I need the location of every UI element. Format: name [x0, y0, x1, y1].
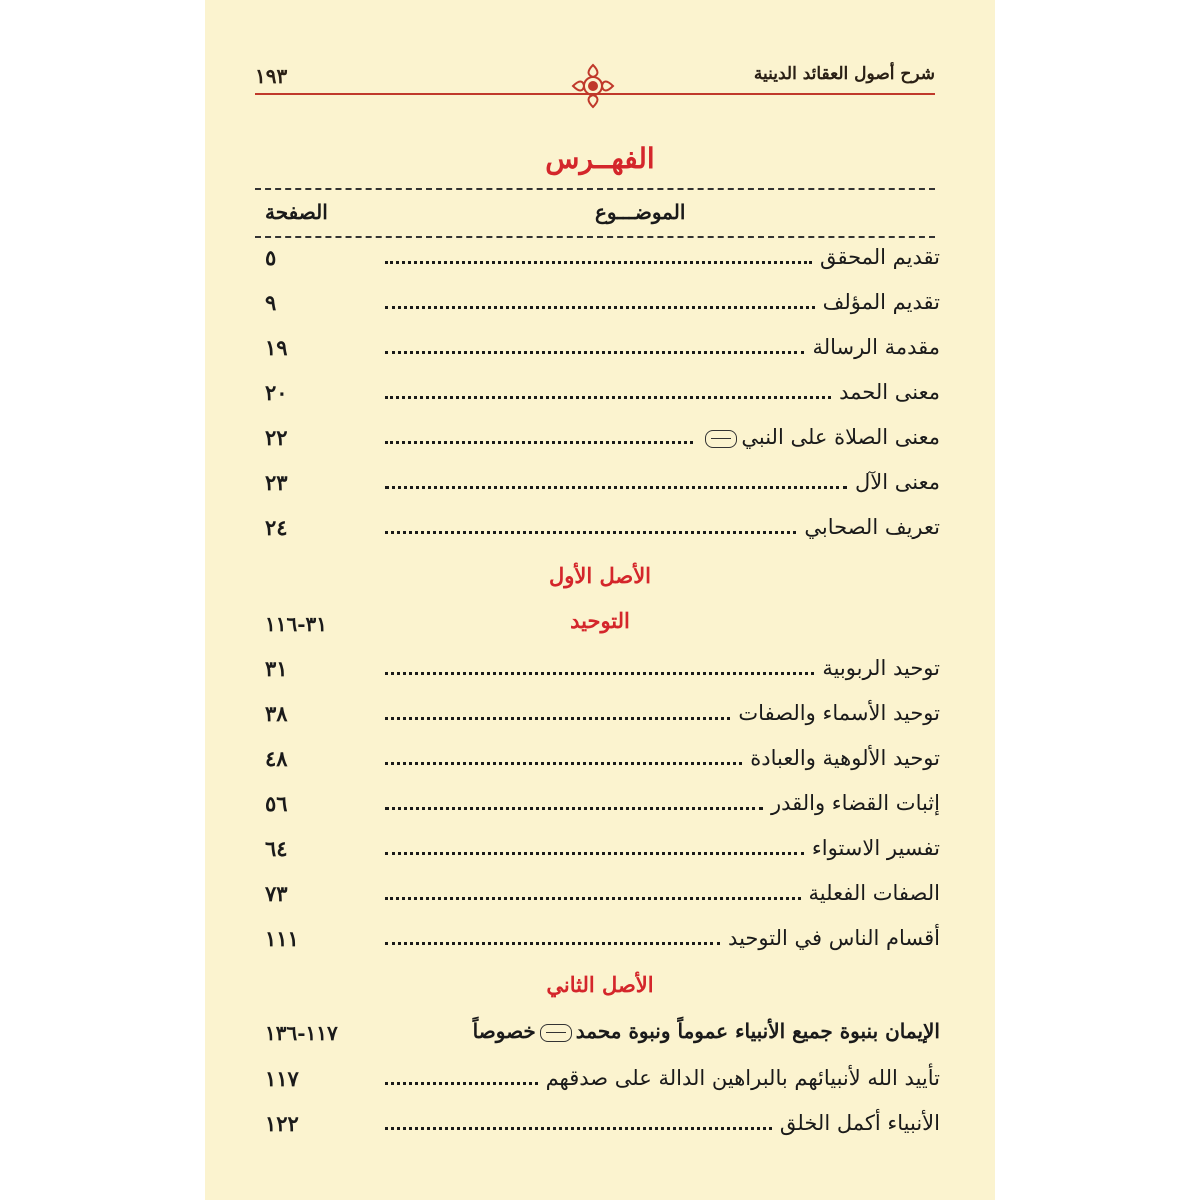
- toc-entry[interactable]: [265, 507, 940, 547]
- entry-title: أقسام الناس في التوحيد: [728, 926, 940, 950]
- entry-title: تقديم المؤلف: [822, 290, 940, 314]
- toc-entry[interactable]: [265, 738, 940, 778]
- entry-page: ١١١: [265, 925, 299, 951]
- running-head-title: شرح أصول العقائد الدينية: [753, 64, 935, 84]
- toc-entry[interactable]: [265, 873, 940, 913]
- entry-title: تقديم المحقق: [819, 245, 940, 269]
- entry-page: ١٩: [265, 334, 288, 360]
- toc-entry[interactable]: [265, 828, 940, 868]
- toc-entry[interactable]: [265, 1103, 940, 1143]
- entry-title: تأييد الله لأنبيائهم بالبراهين الدالة على صدقهم: [545, 1066, 940, 1090]
- dot-leader: [385, 942, 720, 945]
- book-page: [205, 0, 995, 1200]
- section-title-row[interactable]: [265, 1015, 940, 1055]
- entry-title: معنى الحمد: [839, 380, 940, 404]
- page-number: ١٩٣: [255, 64, 288, 88]
- dot-leader: [385, 1127, 772, 1130]
- toc-entry[interactable]: [265, 327, 940, 367]
- dot-leader: [385, 672, 814, 675]
- entry-page: ١١٧: [265, 1065, 299, 1091]
- toc-entry[interactable]: [265, 282, 940, 322]
- dot-leader: [385, 441, 693, 444]
- entry-page: ٢٢: [265, 424, 288, 450]
- entry-page: ٣١: [265, 655, 288, 681]
- toc-entry[interactable]: [265, 417, 940, 457]
- entry-title: توحيد الأسماء والصفات: [738, 701, 940, 725]
- dot-leader: [385, 261, 812, 264]
- entry-title: توحيد الربوبية: [822, 656, 940, 680]
- entry-page: ٣٨: [265, 700, 288, 726]
- dot-leader: [385, 897, 801, 900]
- dot-leader: [385, 852, 804, 855]
- entry-page: ٢٠: [265, 379, 288, 405]
- section-subheading: التوحيد: [570, 608, 630, 633]
- toc-entry[interactable]: [265, 648, 940, 688]
- entry-page: ٥: [265, 244, 277, 270]
- entry-page: ٥٦: [265, 790, 288, 816]
- entry-page: ٩: [265, 289, 277, 315]
- toc-entry[interactable]: [265, 1058, 940, 1098]
- dot-leader: [385, 306, 815, 309]
- toc-entry[interactable]: [265, 372, 940, 412]
- dot-leader: [385, 351, 804, 354]
- entry-title: توحيد الألوهية والعبادة: [750, 746, 940, 770]
- toc-entry[interactable]: [265, 783, 940, 823]
- dot-leader: [385, 1082, 538, 1085]
- toc-entry[interactable]: [265, 693, 940, 733]
- section-page-range: ٣١-١١٦: [265, 612, 328, 636]
- entry-page: ٢٤: [265, 514, 288, 540]
- section-page-range: ١١٧-١٣٦: [265, 1021, 338, 1045]
- entry-page: ٤٨: [265, 745, 288, 771]
- entry-page: ٢٣: [265, 469, 288, 495]
- entry-page: ١٢٢: [265, 1110, 299, 1136]
- topic-column-header: الموضـــوع: [595, 200, 686, 224]
- toc-entry[interactable]: [265, 237, 940, 277]
- entry-title: معنى الآل: [855, 470, 940, 494]
- dot-leader: [385, 717, 730, 720]
- entry-title: إثبات القضاء والقدر: [770, 791, 940, 815]
- entry-title: الأنبياء أكمل الخلق: [779, 1111, 940, 1135]
- page-column-header: الصفحة: [265, 200, 328, 224]
- ornament-icon: [570, 62, 616, 112]
- entry-title: معنى الصلاة على النبي: [701, 425, 940, 449]
- dot-leader: [385, 807, 763, 810]
- entry-page: ٧٣: [265, 880, 288, 906]
- toc-entry[interactable]: [265, 918, 940, 958]
- dot-leader: [385, 396, 831, 399]
- pbuh-ligature-icon: [705, 430, 737, 448]
- entry-title: تفسير الاستواء: [811, 836, 940, 860]
- dot-leader: [385, 486, 847, 489]
- toc-entry[interactable]: [265, 462, 940, 502]
- entry-title: مقدمة الرسالة: [812, 335, 940, 359]
- index-title: الفهــرس: [545, 142, 655, 175]
- section-heading: الأصل الثاني: [546, 972, 654, 997]
- dot-leader: [385, 531, 796, 534]
- section-title: الإيمان بنبوة جميع الأنبياء عموماً ونبوة محمدخصوصاً: [472, 1019, 940, 1043]
- entry-title: الصفات الفعلية: [808, 881, 940, 905]
- dashed-divider-top: [255, 188, 935, 190]
- pbuh-ligature-icon: [540, 1024, 572, 1042]
- entry-page: ٦٤: [265, 835, 288, 861]
- section-heading: الأصل الأول: [548, 563, 652, 588]
- entry-title: تعريف الصحابي: [804, 515, 940, 539]
- dot-leader: [385, 762, 742, 765]
